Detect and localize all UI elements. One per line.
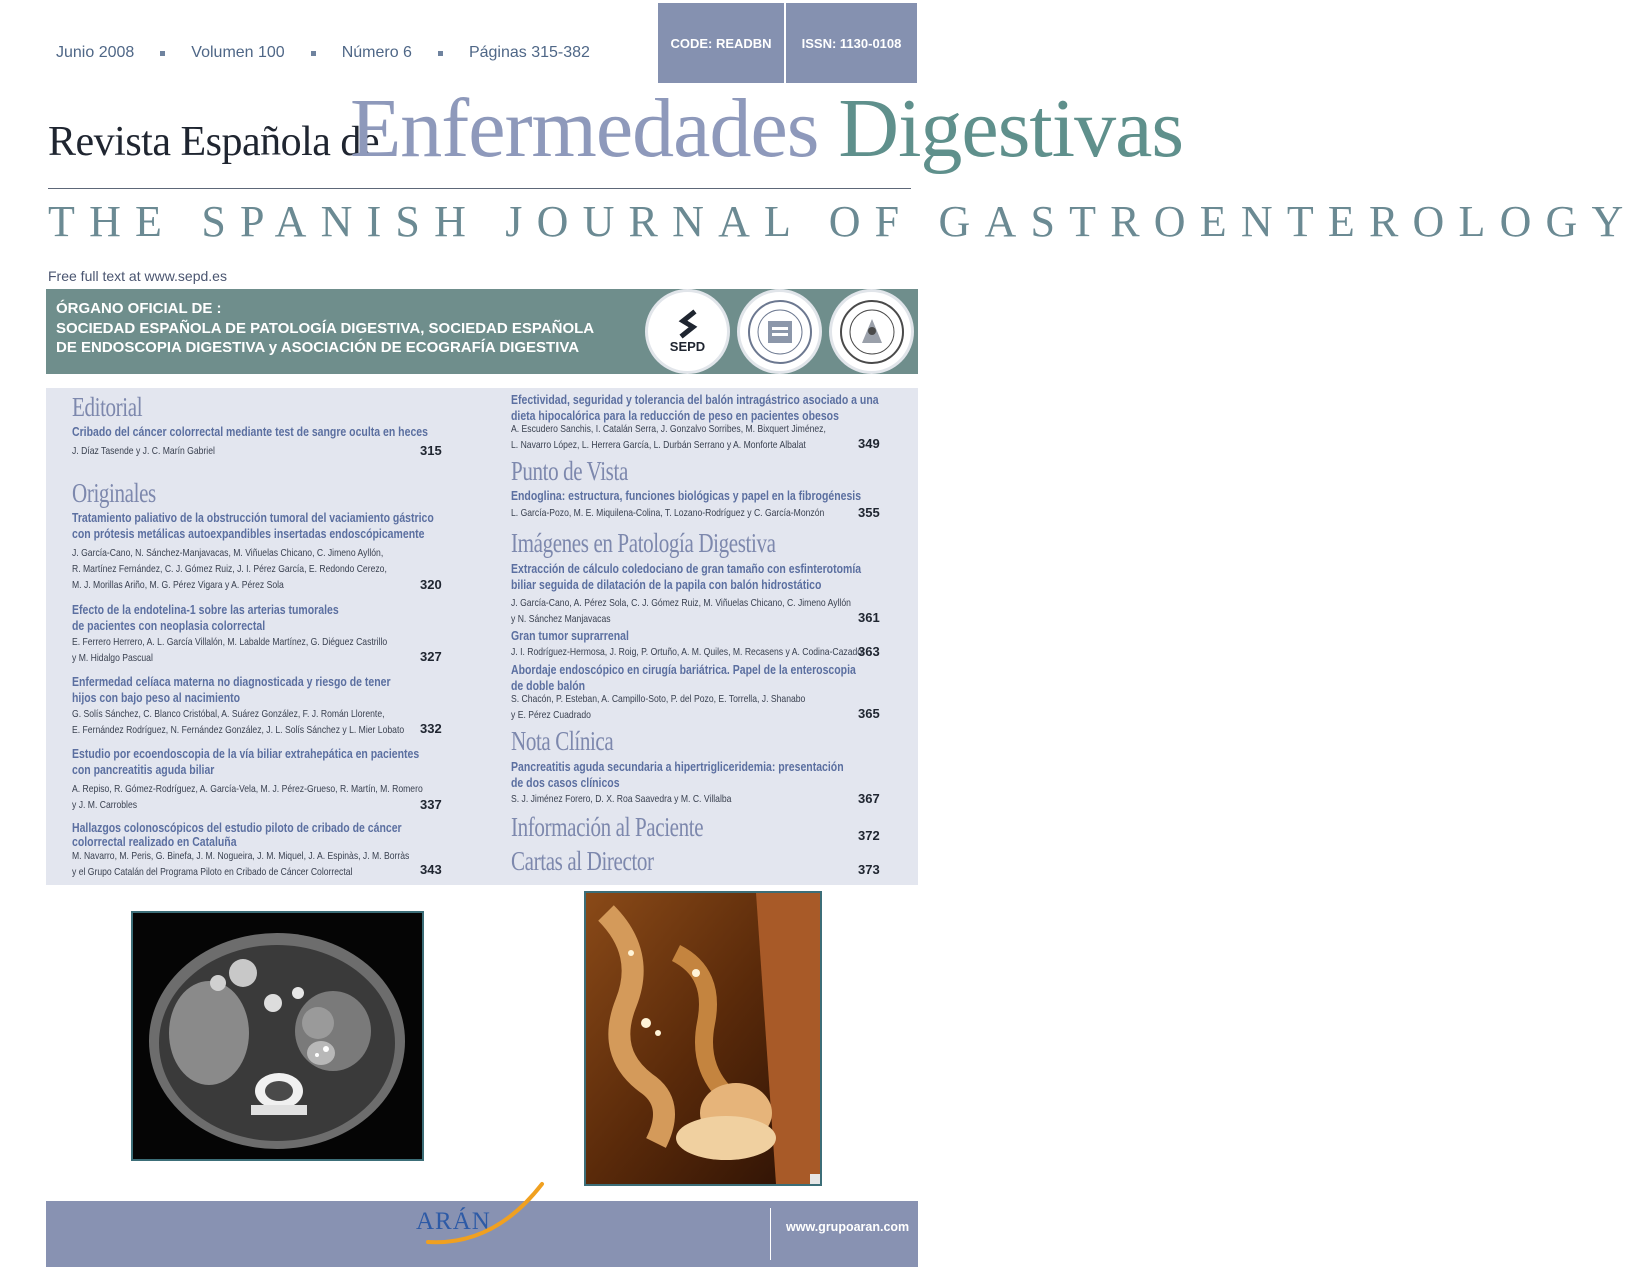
- page-number: 365: [858, 706, 880, 721]
- article-title-line: Tratamiento paliativo de la obstrucción tumoral del vaciamiento gástrico: [72, 511, 434, 525]
- article-title[interactable]: [72, 510, 434, 542]
- article-authors: [72, 634, 387, 666]
- article-authors: L. García-Pozo, M. E. Miquilena-Colina, T. Lozano-Rodríguez y C. García-Monzón: [511, 507, 825, 519]
- authors-line: L. Navarro López, L. Herrera García, L. Durbán Serrano y A. Monforte Albalat: [511, 439, 806, 451]
- sepd-s-icon: [673, 309, 703, 339]
- authors-line: A. Repiso, R. Gómez-Rodríguez, A. García-Vela, M. J. Pérez-Grueso, R. Martín, M. Romero: [72, 783, 423, 795]
- article-title[interactable]: [72, 820, 402, 848]
- separator-dot: [438, 51, 443, 56]
- article-title[interactable]: [72, 602, 339, 634]
- code-badge: CODE: READBN: [658, 3, 784, 83]
- page-number: 320: [420, 577, 442, 592]
- article-title[interactable]: [511, 561, 861, 593]
- publisher-swoosh-icon: [424, 1180, 554, 1250]
- aed-emblem-icon: [837, 297, 907, 367]
- separator-dot: [311, 51, 316, 56]
- authors-line: R. Martínez Fernández, C. J. Gómez Ruiz, J. I. Pérez García, E. Redondo Cerezo,: [72, 563, 387, 575]
- publisher-url[interactable]: www.grupoaran.com: [786, 1220, 910, 1234]
- issue-pages: Páginas 315-382: [468, 44, 590, 61]
- organ-line-3: DE ENDOSCOPIA DIGESTIVA y ASOCIACIÓN DE ECOGRAFÍA DIGESTIVA: [56, 339, 580, 356]
- article-authors: J. I. Rodríguez-Hermosa, J. Roig, P. Ortuño, A. M. Quiles, M. Recasens y A. Codina-Cazador: [511, 646, 865, 658]
- footer-divider: [770, 1208, 771, 1260]
- publisher-logo: ARÁN: [416, 1208, 491, 1235]
- article-title-line: biliar seguida de dilatación de la papila con balón hidrostático: [511, 578, 822, 592]
- page-number: 327: [420, 649, 442, 664]
- article-title[interactable]: [72, 746, 419, 778]
- article-title-line: Extracción de cálculo coledociano de gran tamaño con esfinterotomía: [511, 562, 862, 576]
- authors-line: A. Escudero Sanchis, I. Catalán Serra, J. Gonzalvo Sorribes, M. Bixquert Jiménez,: [511, 423, 826, 435]
- article-authors: [72, 545, 387, 593]
- article-title-line: Abordaje endoscópico en cirugía bariátrica. Papel de la enteroscopia: [511, 663, 856, 677]
- article-authors: [511, 421, 826, 453]
- journal-title-main: [350, 80, 1183, 177]
- page-number: 315: [420, 443, 442, 458]
- article-authors: S. J. Jiménez Forero, D. X. Roa Saavedra y M. C. Villalba: [511, 793, 732, 805]
- section-heading-cartas[interactable]: Cartas al Director: [511, 846, 654, 876]
- page-number: 363: [858, 644, 880, 659]
- volume-render-image: [584, 891, 822, 1186]
- authors-line: E. Ferrero Herrero, A. L. García Villalón, M. Labalde Martínez, G. Diéguez Castrillo: [72, 636, 388, 648]
- authors-line: y E. Pérez Cuadrado: [511, 709, 591, 721]
- volume-render-illustration: [586, 893, 820, 1184]
- official-organ-text: [56, 299, 594, 358]
- organ-line-2: SOCIEDAD ESPAÑOLA DE PATOLOGÍA DIGESTIVA, SOCIEDAD ESPAÑOLA: [56, 319, 595, 337]
- article-authors: [511, 595, 851, 627]
- article-title[interactable]: [511, 392, 879, 424]
- article-title[interactable]: [511, 759, 844, 791]
- aed-logo: [829, 289, 914, 374]
- issue-meta: [56, 44, 590, 62]
- page-number: 355: [858, 505, 880, 520]
- article-authors: [511, 691, 805, 723]
- page-number: 367: [858, 791, 880, 806]
- title-divider: [48, 188, 911, 189]
- section-heading-originales: Originales: [72, 478, 156, 508]
- article-authors: [72, 848, 409, 880]
- issue-number: Número 6: [341, 44, 412, 61]
- article-authors: [72, 781, 423, 813]
- seed-emblem-icon: [745, 297, 815, 367]
- page-number: 372: [858, 828, 880, 843]
- article-title-line: con pancreatitis aguda biliar: [72, 763, 215, 777]
- article-title[interactable]: [72, 674, 391, 706]
- ct-scan-illustration: [133, 913, 422, 1159]
- article-title-line: de pacientes con neoplasia colorrectal: [72, 619, 266, 633]
- article-title-line: de doble balón: [511, 679, 586, 693]
- article-title-line: Pancreatitis aguda secundaria a hipertrigliceridemia: presentación: [511, 760, 844, 774]
- journal-title-word2: Digestivas: [838, 82, 1184, 175]
- ct-scan-image: [131, 911, 424, 1161]
- article-title-line: colorrectal realizado en Cataluña: [72, 835, 237, 849]
- article-authors: [72, 706, 404, 738]
- journal-title-prefix: Revista Española de: [48, 119, 380, 165]
- authors-line: y J. M. Carrobles: [72, 799, 138, 811]
- page-number: 361: [858, 610, 880, 625]
- separator-dot: [160, 51, 165, 56]
- seed-logo: [737, 289, 822, 374]
- article-authors: J. Díaz Tasende y J. C. Marín Gabriel: [72, 445, 215, 457]
- article-title-line: Enfermedad celíaca materna no diagnosticada y riesgo de tener: [72, 675, 391, 689]
- article-title-line: Efecto de la endotelina-1 sobre las arterias tumorales: [72, 603, 339, 617]
- authors-line: J. García-Cano, A. Pérez Sola, C. J. Gómez Ruiz, M. Viñuelas Chicano, C. Jimeno Ayllón: [511, 597, 851, 609]
- sepd-logo-text: SEPD: [669, 339, 706, 354]
- section-heading-informacion[interactable]: Información al Paciente: [511, 812, 704, 842]
- article-title-line: con prótesis metálicas autoexpandibles insertadas endoscópicamente: [72, 527, 425, 541]
- article-title-line: Hallazgos colonoscópicos del estudio piloto de cribado de cáncer: [72, 821, 402, 835]
- article-title[interactable]: Cribado del cáncer colorrectal mediante test de sangre oculta en heces: [72, 425, 428, 439]
- free-text-link[interactable]: Free full text at www.sepd.es: [48, 268, 227, 284]
- authors-line: E. Fernández Rodríguez, N. Fernández González, J. L. Solís Sánchez y L. Mier Lobato: [72, 724, 405, 736]
- issue-volume: Volumen 100: [191, 44, 285, 61]
- authors-line: y el Grupo Catalán del Programa Piloto en Cribado de Cáncer Colorrectal: [72, 866, 353, 878]
- journal-title-word1: Enfermedades: [350, 82, 819, 175]
- article-title-line: de dos casos clínicos: [511, 776, 620, 790]
- section-heading-editorial: Editorial: [72, 392, 143, 422]
- journal-subtitle: THE SPANISH JOURNAL OF GASTROENTEROLOGY: [48, 197, 1638, 246]
- authors-line: J. García-Cano, N. Sánchez-Manjavacas, M. Viñuelas Chicano, C. Jimeno Ayllón,: [72, 547, 384, 559]
- page-number: 337: [420, 797, 442, 812]
- authors-line: y M. Hidalgo Pascual: [72, 652, 153, 664]
- authors-line: G. Solís Sánchez, C. Blanco Cristóbal, A. Suárez González, F. J. Román Llorente,: [72, 708, 385, 720]
- organ-line-1: ÓRGANO OFICIAL DE :: [56, 300, 222, 317]
- article-title-line: Efectividad, seguridad y tolerancia del balón intragástrico asociado a una: [511, 393, 879, 407]
- section-heading-imagenes: Imágenes en Patología Digestiva: [511, 528, 776, 558]
- issn-badge: ISSN: 1130-0108: [786, 3, 917, 83]
- page-number: 343: [420, 862, 442, 877]
- authors-line: S. Chacón, P. Esteban, A. Campillo-Soto, P. del Pozo, E. Torrella, J. Shanabo: [511, 693, 806, 705]
- issue-date: Junio 2008: [56, 44, 135, 61]
- article-title[interactable]: Gran tumor suprarrenal: [511, 629, 629, 643]
- article-title-line: dieta hipocalórica para la reducción de peso en pacientes obesos: [511, 409, 839, 423]
- authors-line: y N. Sánchez Manjavacas: [511, 613, 611, 625]
- section-heading-nota-clinica: Nota Clínica: [511, 726, 614, 756]
- article-title-line: hijos con bajo peso al nacimiento: [72, 691, 241, 705]
- article-title-line: Estudio por ecoendoscopia de la vía biliar extrahepática en pacientes: [72, 747, 420, 761]
- section-heading-punto-de-vista: Punto de Vista: [511, 456, 628, 486]
- authors-line: M. J. Morillas Ariño, M. G. Pérez Vigara y A. Pérez Sola: [72, 579, 284, 591]
- authors-line: M. Navarro, M. Peris, G. Binefa, J. M. Nogueira, J. M. Miquel, J. A. Espinàs, J. M. Borràs: [72, 850, 410, 862]
- article-title[interactable]: [511, 662, 856, 694]
- page-number: 373: [858, 862, 880, 877]
- sepd-logo: [645, 289, 730, 374]
- page-number: 349: [858, 436, 880, 451]
- page-number: 332: [420, 721, 442, 736]
- article-title[interactable]: Endoglina: estructura, funciones biológicas y papel en la fibrogénesis: [511, 489, 862, 503]
